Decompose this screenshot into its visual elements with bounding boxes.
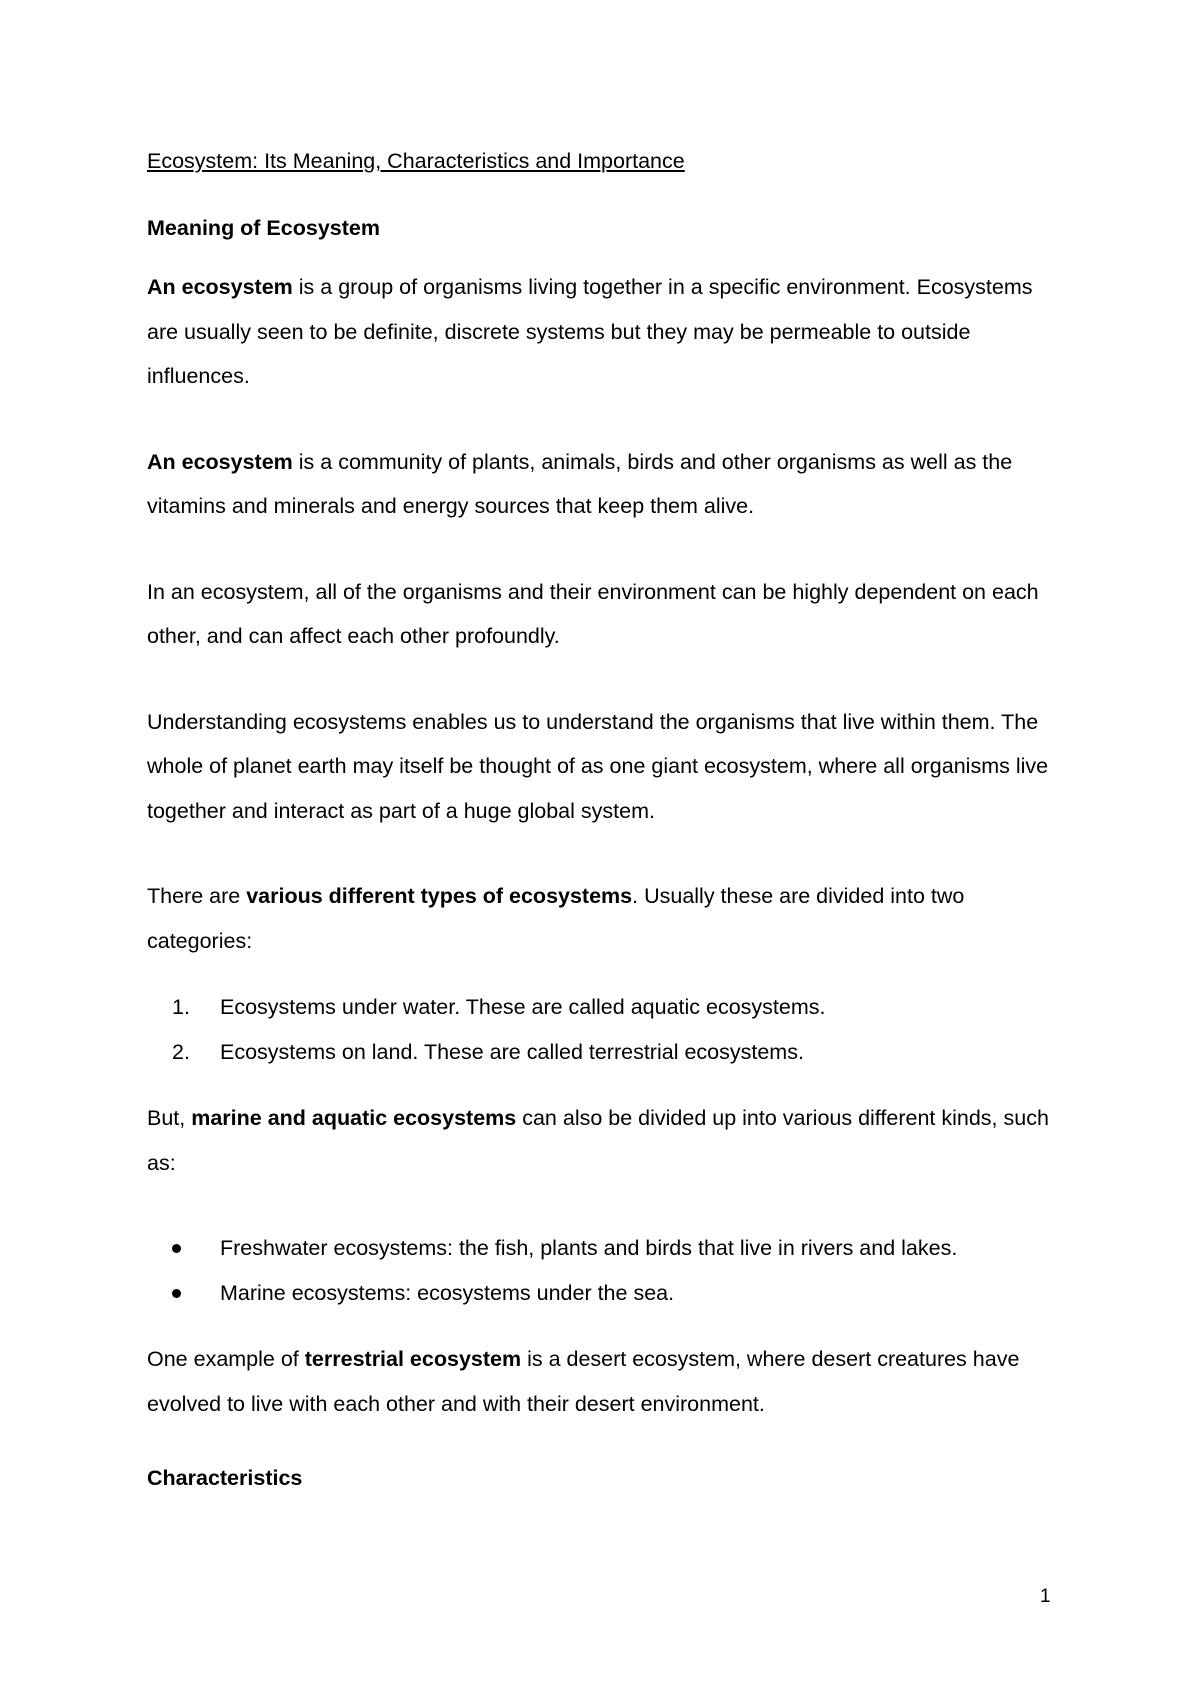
bullet-icon [172,1289,181,1298]
list-item-text: Freshwater ecosystems: the fish, plants and birds that live in rivers and lakes. [220,1236,958,1260]
list-number: 1. [172,995,190,1019]
paragraph-text: One example of [147,1347,305,1371]
list-item-text: Marine ecosystems: ecosystems under the sea. [220,1280,675,1305]
paragraph-text: is a community of plants, animals, birds and other organisms as well as the vitamins and minerals and energy sources that keep them alive. [147,449,1013,518]
paragraph-understanding: Understanding ecosystems enables us to understand the organisms that live within them. The whole of planet earth may itself be thought of as one giant ecosystem, where all organisms live together and interact as part of a huge global system. [147,709,1049,823]
section-heading-meaning: Meaning of Ecosystem [147,216,380,240]
paragraph-text: is a group of organisms living together in a specific environment. Ecosystems are usually seen to be definite, discrete systems but they may be permeable to outside influences. [147,275,1033,388]
list-item-text: Ecosystems on land. These are called terrestrial ecosystems. [220,1039,804,1064]
paragraph-text: is a desert ecosystem, where desert creatures have evolved to live with each other and with their desert environment. [147,1347,1020,1416]
document-body [147,146,1067,1501]
paragraph-text: . Usually these are divided into two categories: [147,884,965,953]
bold-term: An ecosystem [147,275,293,299]
page-number: 1 [1040,1586,1051,1607]
numbered-list [147,985,1067,1074]
paragraph-text: There are [147,884,247,908]
list-item [147,1271,1067,1316]
bold-term: various different types of ecosystems [246,884,633,908]
document-title: Ecosystem: Its Meaning, Characteristics and Importance [147,149,685,173]
list-item [147,1226,1067,1271]
paragraph-definition-2 [147,440,1067,529]
bullet-icon [172,1244,181,1253]
bold-term: terrestrial ecosystem [304,1347,522,1371]
paragraph-definition-1 [147,265,1067,399]
bullet-list [147,1226,1067,1315]
list-item [147,1030,1067,1075]
paragraph-types [147,874,1067,963]
paragraph-text: can also be divided up into various different kinds, such as: [147,1106,1049,1175]
paragraph-marine-aquatic [147,1096,1067,1185]
bold-term: marine and aquatic ecosystems [191,1106,517,1130]
list-item-text: Ecosystems under water. These are called aquatic ecosystems. [220,995,826,1019]
list-item [147,985,1067,1030]
list-number: 2. [172,1039,190,1064]
paragraph-dependence: In an ecosystem, all of the organisms and their environment can be highly dependent on each other, and can affect each other profoundly. [147,579,1039,648]
paragraph-text: But, [147,1106,192,1130]
paragraph-terrestrial-example [147,1337,1067,1426]
bold-term: An ecosystem [147,449,293,474]
section-heading-characteristics: Characteristics [147,1466,303,1490]
